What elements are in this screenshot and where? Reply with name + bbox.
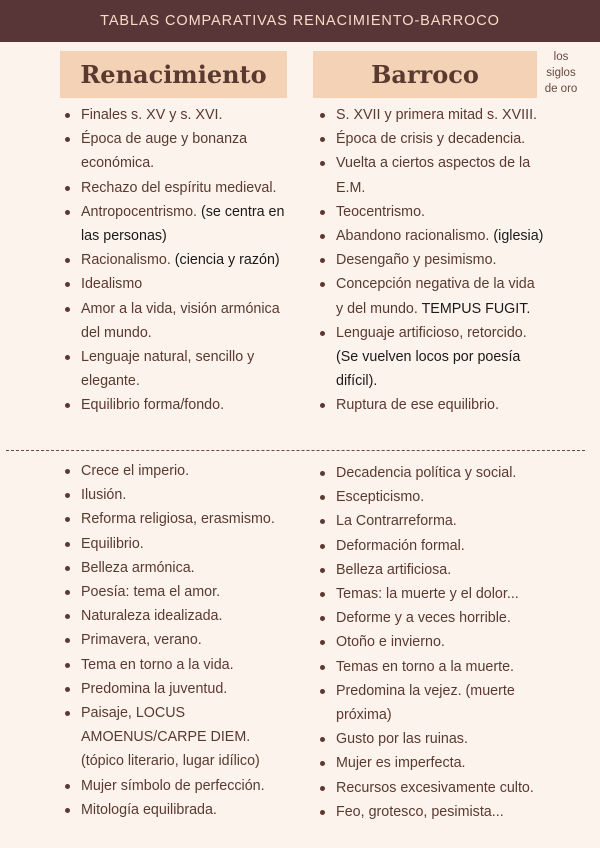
list-item-text: Concepción negativa de la vida y del mundo.: [336, 276, 535, 317]
list-item-text: Lenguaje artificioso, retorcido.: [336, 324, 527, 341]
list-item: [319, 558, 544, 582]
list-item: [319, 655, 544, 679]
side-note-line: los: [553, 51, 569, 63]
column-header-barroco: [313, 51, 537, 98]
list-item: [319, 679, 544, 727]
column-title-barroco: Barroco: [371, 60, 479, 89]
list-item: [64, 345, 294, 393]
list-item: [64, 272, 294, 296]
list-item-text: Equilibrio forma/fondo.: [81, 397, 225, 414]
list-item-text: Deforme y a veces horrible.: [336, 610, 511, 627]
list-item: [319, 606, 544, 630]
list-item: [319, 776, 544, 800]
list-item: [64, 176, 294, 200]
list-item: [319, 800, 544, 824]
list-item-note: (ciencia y razón): [174, 252, 280, 269]
list-item: [64, 701, 294, 774]
list-item-text: Paisaje, LOCUS AMOENUS/CARPE DIEM. (tópico literario, lugar idílico): [81, 705, 260, 770]
list-item-text: Poesía: tema el amor.: [81, 584, 221, 601]
list-item: [64, 507, 294, 531]
list-item: [64, 677, 294, 701]
list-item: [319, 224, 544, 248]
list-item: [319, 151, 544, 199]
list-item: [64, 774, 294, 798]
list-item-text: Ilusión.: [81, 487, 127, 504]
list-item: [64, 459, 294, 483]
list-item: [319, 582, 544, 606]
list-item-text: Racionalismo.: [81, 252, 171, 269]
barroco-bottom-list: [319, 461, 544, 824]
list-item: [64, 628, 294, 652]
list-item: [319, 461, 544, 485]
list-item-text: Mujer es imperfecta.: [336, 755, 466, 772]
section-divider: [6, 450, 585, 451]
side-note: [538, 49, 584, 97]
list-item: [64, 297, 294, 345]
list-item: [64, 393, 294, 417]
list-item: [64, 798, 294, 822]
list-item-text: Ruptura de ese equilibrio.: [336, 397, 499, 414]
renacimiento-bottom-list: [64, 459, 294, 822]
list-item-text: Rechazo del espíritu medieval.: [81, 179, 277, 196]
list-item-text: Crece el imperio.: [81, 463, 190, 479]
list-item: [319, 393, 544, 417]
list-item-text: Recursos excesivamente culto.: [336, 779, 534, 796]
list-item-text: Feo, grotesco, pesimista...: [336, 803, 504, 820]
list-item: [64, 580, 294, 604]
list-item-text: Finales s. XV y s. XVI.: [81, 107, 223, 123]
list-item-note: TEMPUS FUGIT.: [421, 300, 531, 317]
list-item-text: Antropocentrismo.: [81, 203, 198, 220]
list-item-text: Idealismo: [81, 276, 143, 293]
list-item-text: Vuelta a ciertos aspectos de la E.M.: [336, 155, 531, 196]
list-item-text: Época de crisis y decadencia.: [336, 131, 526, 148]
list-item: [64, 532, 294, 556]
column-title-renacimiento: Renacimiento: [80, 60, 267, 89]
list-item-text: Abandono racionalismo.: [336, 228, 490, 245]
list-item-text: Amor a la vida, visión armónica del mundo.: [81, 300, 280, 341]
list-item: [319, 272, 544, 320]
list-item: [319, 485, 544, 509]
list-item-text: Lenguaje natural, sencillo y elegante.: [81, 349, 255, 390]
list-item-text: Teocentrismo.: [336, 203, 425, 220]
list-item-text: Belleza armónica.: [81, 559, 195, 576]
list-item-text: Otoño e invierno.: [336, 634, 445, 651]
list-item-text: Temas en torno a la muerte.: [336, 658, 515, 675]
list-item-text: Decadencia política y social.: [336, 465, 517, 481]
list-item: [64, 604, 294, 628]
page-header-banner: [0, 0, 600, 42]
list-item-note: (se centra en las personas): [81, 203, 285, 245]
side-note-line: de oro: [544, 83, 578, 95]
list-item: [319, 321, 544, 394]
list-item-text: Mitología equilibrada.: [81, 801, 217, 818]
list-item: [319, 103, 544, 127]
list-item: [64, 200, 294, 248]
list-item: [319, 630, 544, 654]
list-item-text: Predomina la vejez. (muerte próxima): [336, 682, 515, 724]
list-item: [64, 103, 294, 127]
list-item-text: Belleza artificiosa.: [336, 561, 452, 578]
list-item-text: Deformación formal.: [336, 537, 465, 554]
list-item-text: Temas: la muerte y el dolor...: [336, 586, 519, 603]
column-header-renacimiento: [60, 51, 287, 98]
side-note-line: siglos: [546, 67, 576, 79]
list-item-text: Escepticismo.: [336, 489, 425, 506]
list-item: [319, 751, 544, 775]
list-item-text: S. XVII y primera mitad s. XVIII.: [336, 107, 538, 123]
list-item: [319, 127, 544, 151]
list-item: [319, 509, 544, 533]
barroco-top-list: [319, 103, 544, 418]
page-title: TABLAS COMPARATIVAS RENACIMIENTO-BARROCO: [100, 13, 500, 29]
list-item: [64, 248, 294, 272]
list-item-text: Gusto por las ruinas.: [336, 731, 468, 748]
list-item-text: Tema en torno a la vida.: [81, 656, 234, 673]
list-item: [64, 556, 294, 580]
list-item-text: La Contrarreforma.: [336, 513, 457, 530]
list-item-text: Naturaleza idealizada.: [81, 608, 223, 625]
list-item-text: Época de auge y bonanza económica.: [81, 131, 248, 172]
list-item: [319, 200, 544, 224]
list-item-text: Desengaño y pesimismo.: [336, 252, 497, 269]
list-item-note: (Se vuelven locos por poesía difícil).: [336, 349, 521, 390]
list-item-note: (iglesia): [493, 228, 544, 245]
list-item: [64, 653, 294, 677]
list-item-text: Reforma religiosa, erasmismo.: [81, 511, 275, 528]
list-item-text: Mujer símbolo de perfección.: [81, 777, 265, 794]
list-item-text: Primavera, verano.: [81, 632, 202, 649]
list-item: [64, 483, 294, 507]
list-item: [319, 727, 544, 751]
list-item-text: Predomina la juventud.: [81, 680, 228, 697]
renacimiento-top-list: [64, 103, 294, 418]
list-item: [319, 248, 544, 272]
list-item-text: Equilibrio.: [81, 535, 144, 552]
list-item: [64, 127, 294, 175]
list-item: [319, 534, 544, 558]
